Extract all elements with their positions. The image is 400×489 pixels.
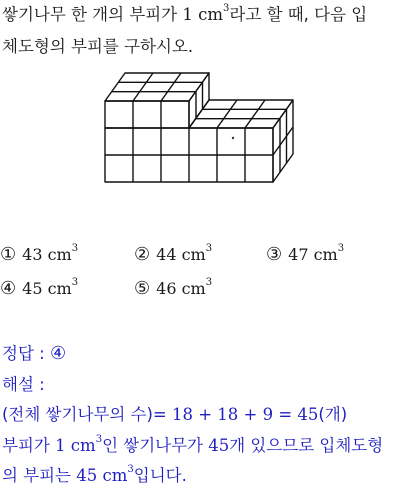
explanation-unit: 45 cm [76,466,128,485]
question-text: 라고 할 때, 다음 입 [229,5,368,24]
cube-figure [104,72,304,184]
explanation-text: (전체 쌓기나무의 수) [2,405,153,424]
unit-volume: 1 cm [182,5,224,24]
explanation-unit: 1 cm [55,436,96,455]
choice-marker: ② [134,244,151,265]
choice-exponent: 3 [337,243,345,254]
explanation-text: 부피가 [2,436,56,455]
answer-value: ④ [49,343,67,364]
explanation-exponent: 3 [127,464,134,475]
choice-marker: ⑤ [134,278,151,299]
explanation-line-1 [2,404,347,426]
choice-5[interactable] [134,278,212,300]
choice-exponent: 3 [71,277,79,288]
question-line-2 [2,36,193,58]
explanation-label-text: 해설 : [2,375,45,394]
choice-exponent: 3 [205,243,213,254]
explanation-equation: = 18 + 18 + 9 = 45 [152,405,319,424]
explanation-text: (개) [318,405,348,424]
unit-exponent: 3 [223,3,230,14]
choice-2[interactable] [134,244,212,266]
answer-label: 정답 : [2,344,50,363]
explanation-text: 인 쌓기나무가 [102,436,209,455]
question-text: 쌓기나무 한 개의 부피가 [2,5,183,24]
choice-value: 44 cm [156,245,206,264]
choice-value: 46 cm [156,279,206,298]
answer-line [2,343,66,365]
explanation-count: 45 [208,436,230,455]
question-line-1 [2,4,367,26]
choice-value: 43 cm [22,245,72,264]
choice-exponent: 3 [205,277,213,288]
choice-1[interactable] [0,244,78,266]
choice-exponent: 3 [71,243,79,254]
question-text: 체도형의 부피를 구하시오. [2,37,194,56]
explanation-text: 의 부피는 [2,466,77,485]
explanation-text: 입니다. [133,466,187,485]
choice-3[interactable] [266,244,344,266]
explanation-label [2,374,45,396]
choice-marker: ① [0,244,17,265]
choice-value: 45 cm [22,279,72,298]
explanation-line-3 [2,465,187,487]
choice-marker: ④ [0,278,17,299]
choice-4[interactable] [0,278,78,300]
explanation-line-2 [2,435,383,457]
choice-value: 47 cm [288,245,338,264]
choice-marker: ③ [266,244,283,265]
explanation-text: 개 있으므로 입체도형 [229,436,384,455]
explanation-exponent: 3 [95,434,103,445]
